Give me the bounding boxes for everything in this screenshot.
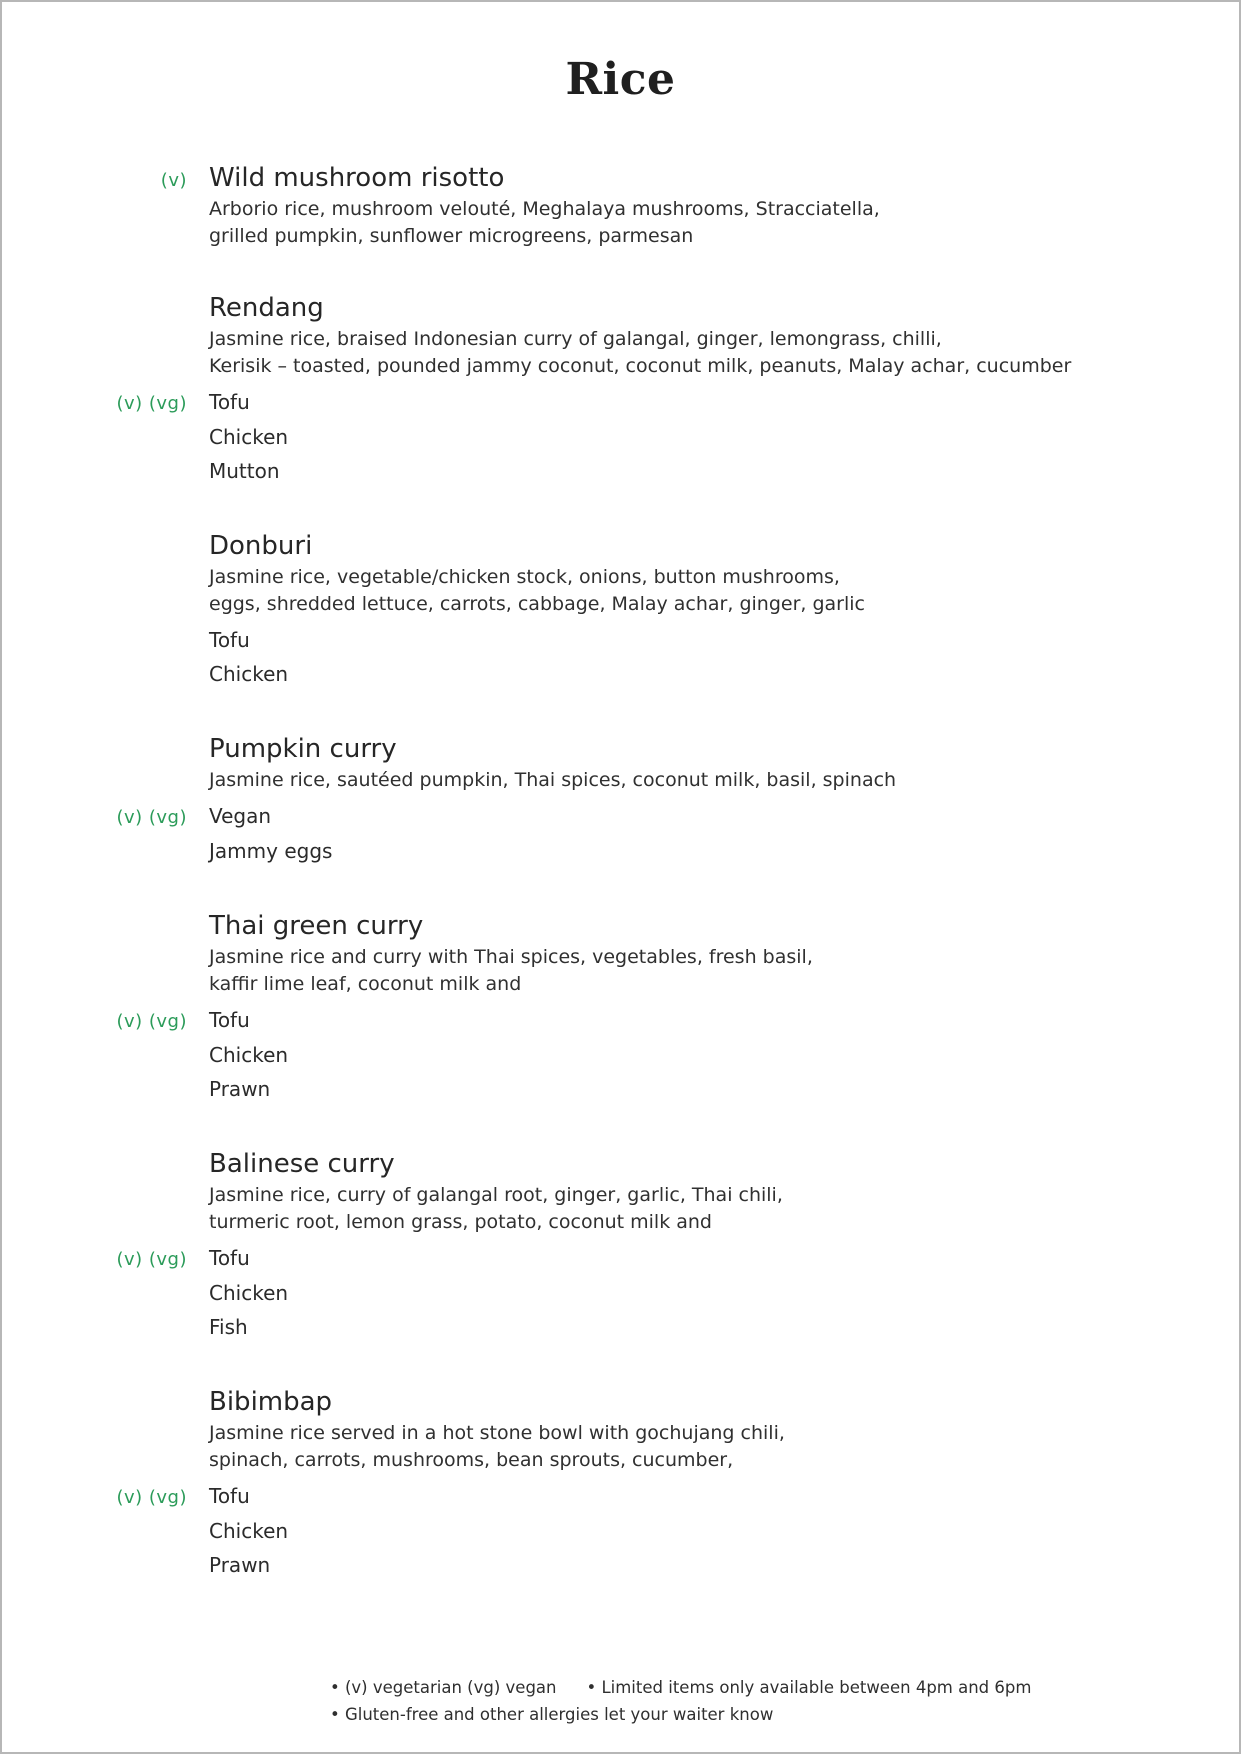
item-description: Jasmine rice and curry with Thai spices, vegetables, fresh basil, kaffir lime leaf, coconut milk and — [209, 946, 813, 995]
item-description-row — [2, 1180, 1239, 1236]
option-row — [2, 834, 1239, 868]
option-label: Prawn — [209, 1076, 271, 1101]
option-badges: (v) (vg) — [116, 1010, 187, 1032]
option-row — [2, 1038, 1239, 1072]
menu-item — [2, 1148, 1239, 1344]
limited-hours-note: • Limited items only available between 4pm and 6pm — [586, 1678, 1032, 1697]
item-description: Jasmine rice served in a hot stone bowl with gochujang chili, spinach, carrots, mushrooms, bean sprouts, cucumber, — [209, 1422, 785, 1471]
menu-item — [2, 733, 1239, 868]
item-name: Bibimbap — [209, 1387, 333, 1417]
option-row — [2, 1003, 1239, 1038]
item-options — [2, 1479, 1239, 1582]
allergy-note: • Gluten-free and other allergies let your waiter know — [330, 1705, 774, 1724]
item-header — [2, 292, 1239, 324]
item-description: Arborio rice, mushroom velouté, Meghalaya mushrooms, Stracciatella, grilled pumpkin, sunflower microgreens, parmesan — [209, 198, 880, 247]
option-row — [2, 1310, 1239, 1344]
item-header — [2, 733, 1239, 765]
item-description: Jasmine rice, sautéed pumpkin, Thai spices, coconut milk, basil, spinach — [209, 769, 897, 791]
option-row — [2, 1072, 1239, 1106]
item-description: Jasmine rice, braised Indonesian curry of galangal, ginger, lemongrass, chilli, Kerisik – toasted, pounded jammy coconut, coconut milk, peanuts, Malay achar, cucumber — [209, 328, 1072, 377]
item-name: Pumpkin curry — [209, 734, 397, 764]
item-options — [2, 1003, 1239, 1106]
option-row — [2, 1241, 1239, 1276]
option-label: Chicken — [209, 1518, 289, 1543]
footer — [330, 1674, 1031, 1728]
item-header — [2, 162, 1239, 194]
menu-item — [2, 910, 1239, 1106]
item-name: Balinese curry — [209, 1149, 395, 1179]
option-badges: (v) (vg) — [116, 392, 187, 414]
option-row — [2, 385, 1239, 420]
option-label: Fish — [209, 1314, 248, 1339]
item-options — [2, 1241, 1239, 1344]
option-row — [2, 1548, 1239, 1582]
option-row — [2, 799, 1239, 834]
item-description: Jasmine rice, curry of galangal root, ginger, garlic, Thai chili, turmeric root, lemon grass, potato, coconut milk and — [209, 1184, 783, 1233]
item-description-row — [2, 562, 1239, 618]
item-name: Thai green curry — [209, 911, 424, 941]
item-name: Rendang — [209, 293, 324, 323]
option-row — [2, 454, 1239, 488]
option-row — [2, 1276, 1239, 1310]
option-row — [2, 623, 1239, 657]
item-header — [2, 910, 1239, 942]
menu-item — [2, 162, 1239, 250]
item-description-row — [2, 194, 1239, 250]
item-name: Wild mushroom risotto — [209, 163, 505, 193]
footer-line-1 — [330, 1674, 1031, 1701]
footer-line-2 — [330, 1701, 1031, 1728]
item-description-row — [2, 942, 1239, 998]
menu-item — [2, 1386, 1239, 1582]
item-options — [2, 623, 1239, 691]
option-badges: (v) (vg) — [116, 1486, 187, 1508]
option-label: Mutton — [209, 458, 280, 483]
item-description-row — [2, 324, 1239, 380]
option-label: Chicken — [209, 424, 289, 449]
option-row — [2, 1514, 1239, 1548]
option-label: Tofu — [209, 1483, 250, 1508]
option-label: Vegan — [209, 803, 272, 828]
option-row — [2, 420, 1239, 454]
option-label: Jammy eggs — [209, 838, 333, 863]
option-badges: (v) (vg) — [116, 1248, 187, 1270]
option-label: Chicken — [209, 1042, 289, 1067]
legend-note: • (v) vegetarian (vg) vegan — [330, 1678, 557, 1697]
option-label: Tofu — [209, 389, 250, 414]
option-label: Tofu — [209, 1007, 250, 1032]
item-options — [2, 799, 1239, 868]
menu-list — [2, 162, 1239, 1582]
option-badges: (v) (vg) — [116, 806, 187, 828]
option-label: Tofu — [209, 627, 250, 652]
menu-item — [2, 530, 1239, 691]
option-row — [2, 1479, 1239, 1514]
page-title: Rice — [565, 54, 676, 105]
option-label: Chicken — [209, 661, 289, 686]
item-name: Donburi — [209, 531, 313, 561]
option-label: Tofu — [209, 1245, 250, 1270]
menu-item — [2, 292, 1239, 488]
item-badges: (v) — [160, 170, 187, 191]
item-description: Jasmine rice, vegetable/chicken stock, onions, button mushrooms, eggs, shredded lettuce, carrots, cabbage, Malay achar, ginger, garlic — [209, 566, 865, 615]
item-header — [2, 1386, 1239, 1418]
option-label: Prawn — [209, 1552, 271, 1577]
item-header — [2, 530, 1239, 562]
item-options — [2, 385, 1239, 488]
item-description-row — [2, 1418, 1239, 1474]
item-description-row — [2, 765, 1239, 794]
item-header — [2, 1148, 1239, 1180]
option-row — [2, 657, 1239, 691]
option-label: Chicken — [209, 1280, 289, 1305]
